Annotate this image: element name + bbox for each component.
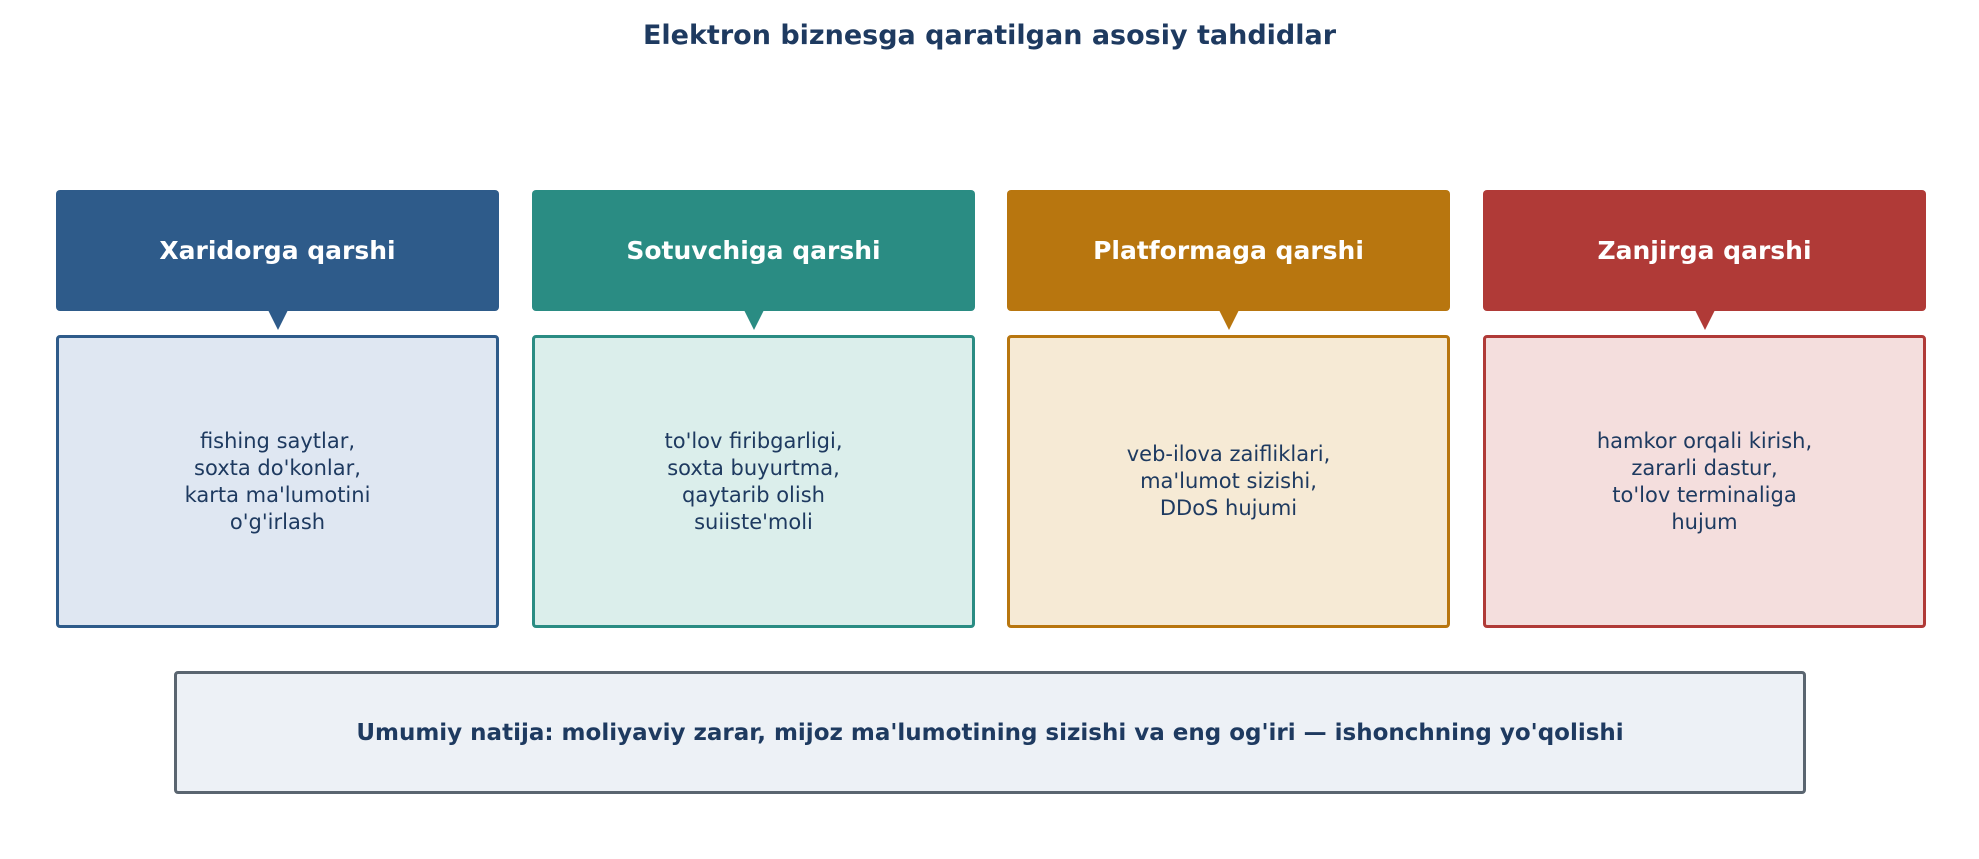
pointer-arrow-icon	[744, 310, 764, 330]
threat-column-buyer	[56, 190, 499, 628]
threat-column-seller	[532, 190, 975, 628]
diagram-title: Elektron biznesga qaratilgan asosiy tahdidlar	[642, 20, 1337, 51]
threat-column-chain	[1483, 190, 1926, 628]
pointer-arrow-icon	[1219, 310, 1239, 330]
threat-header-seller: Sotuvchiga qarshi	[532, 190, 975, 311]
threat-details-text: fishing saytlar, soxta do'konlar, karta ma'lumotini o'g'irlash	[184, 428, 371, 534]
threat-details-chain	[1483, 335, 1926, 628]
threat-header-buyer: Xaridorga qarshi	[56, 190, 499, 311]
pointer-arrow-icon	[1695, 310, 1715, 330]
threat-header-platform: Platformaga qarshi	[1007, 190, 1450, 311]
threat-details-seller	[532, 335, 975, 628]
threat-column-platform	[1007, 190, 1450, 628]
threat-header-chain: Zanjirga qarshi	[1483, 190, 1926, 311]
threat-details-text: veb-ilova zaifliklari, ma'lumot sizishi, DDoS hujumi	[1126, 442, 1331, 520]
threat-details-text: hamkor orqali kirish, zararli dastur, to'lov terminaliga hujum	[1596, 428, 1813, 534]
threat-details-text: to'lov firibgarligi, soxta buyurtma, qaytarib olish suiiste'moli	[664, 428, 843, 534]
pointer-arrow-icon	[268, 310, 288, 330]
threat-details-platform	[1007, 335, 1450, 628]
overall-result-box	[174, 671, 1806, 794]
threat-details-buyer	[56, 335, 499, 628]
overall-result-text: Umumiy natija: moliyaviy zarar, mijoz ma'lumotining sizishi va eng og'iri — ishonchning yo'qolishi	[356, 719, 1624, 746]
